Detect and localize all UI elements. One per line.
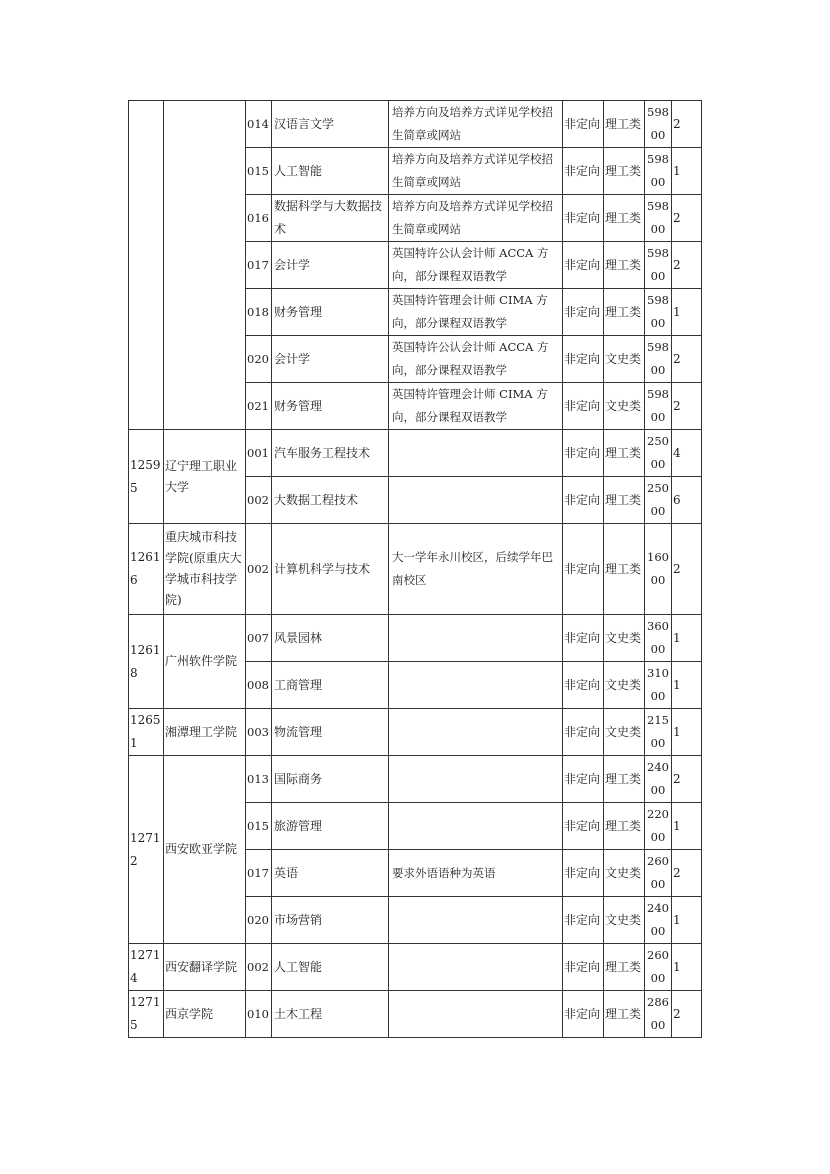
quota: 2 [672, 101, 702, 148]
major-note: 培养方向及培养方式详见学校招生简章或网站 [389, 195, 563, 242]
major-name: 财务管理 [272, 289, 389, 336]
major-code: 021 [246, 383, 272, 430]
major-note: 培养方向及培养方式详见学校招生简章或网站 [389, 148, 563, 195]
table-row [129, 709, 702, 756]
university-code: 12616 [129, 524, 164, 615]
subject-category: 文史类 [604, 336, 645, 383]
university-name: 西安欧亚学院 [164, 756, 246, 944]
quota: 2 [672, 242, 702, 289]
major-code: 002 [246, 477, 272, 524]
quota: 1 [672, 148, 702, 195]
enrollment-type: 非定向 [563, 242, 604, 289]
enrollment-type: 非定向 [563, 195, 604, 242]
major-note: 英国特许公认会计师 ACCA 方向，部分课程双语教学 [389, 242, 563, 289]
subject-category: 理工类 [604, 524, 645, 615]
major-note [389, 615, 563, 662]
major-name: 财务管理 [272, 383, 389, 430]
major-note: 培养方向及培养方式详见学校招生简章或网站 [389, 101, 563, 148]
quota: 1 [672, 944, 702, 991]
university-code: 12714 [129, 944, 164, 991]
tuition-fee: 59800 [645, 383, 672, 430]
major-code: 015 [246, 803, 272, 850]
major-name: 数据科学与大数据技术 [272, 195, 389, 242]
table-row [129, 524, 702, 615]
tuition-fee: 28600 [645, 991, 672, 1038]
enrollment-table [128, 100, 702, 1038]
subject-category: 理工类 [604, 289, 645, 336]
enrollment-type: 非定向 [563, 615, 604, 662]
enrollment-type: 非定向 [563, 524, 604, 615]
major-note [389, 709, 563, 756]
major-note [389, 803, 563, 850]
major-name: 国际商务 [272, 756, 389, 803]
major-name: 汉语言文学 [272, 101, 389, 148]
quota: 4 [672, 430, 702, 477]
university-code: 12595 [129, 430, 164, 524]
subject-category: 理工类 [604, 195, 645, 242]
major-code: 020 [246, 336, 272, 383]
university-code: 12651 [129, 709, 164, 756]
major-note [389, 430, 563, 477]
enrollment-type: 非定向 [563, 803, 604, 850]
table-row [129, 944, 702, 991]
subject-category: 文史类 [604, 615, 645, 662]
enrollment-type: 非定向 [563, 709, 604, 756]
quota: 2 [672, 383, 702, 430]
table-row [129, 991, 702, 1038]
quota: 1 [672, 289, 702, 336]
enrollment-type: 非定向 [563, 430, 604, 477]
table-row [129, 430, 702, 477]
major-code: 013 [246, 756, 272, 803]
subject-category: 理工类 [604, 756, 645, 803]
major-name: 汽车服务工程技术 [272, 430, 389, 477]
university-code: 12712 [129, 756, 164, 944]
tuition-fee: 25000 [645, 477, 672, 524]
subject-category: 文史类 [604, 850, 645, 897]
major-code: 018 [246, 289, 272, 336]
tuition-fee: 36000 [645, 615, 672, 662]
tuition-fee: 25000 [645, 430, 672, 477]
major-name: 会计学 [272, 336, 389, 383]
tuition-fee: 16000 [645, 524, 672, 615]
major-code: 010 [246, 991, 272, 1038]
quota: 1 [672, 709, 702, 756]
quota: 2 [672, 336, 702, 383]
subject-category: 文史类 [604, 897, 645, 944]
enrollment-type: 非定向 [563, 336, 604, 383]
enrollment-type: 非定向 [563, 850, 604, 897]
major-name: 风景园林 [272, 615, 389, 662]
major-name: 市场营销 [272, 897, 389, 944]
university-name: 西京学院 [164, 991, 246, 1038]
major-name: 物流管理 [272, 709, 389, 756]
major-name: 会计学 [272, 242, 389, 289]
tuition-fee: 59800 [645, 242, 672, 289]
quota: 1 [672, 615, 702, 662]
major-name: 大数据工程技术 [272, 477, 389, 524]
tuition-fee: 21500 [645, 709, 672, 756]
major-note: 要求外语语种为英语 [389, 850, 563, 897]
enrollment-type: 非定向 [563, 148, 604, 195]
major-code: 015 [246, 148, 272, 195]
subject-category: 理工类 [604, 991, 645, 1038]
major-note [389, 944, 563, 991]
subject-category: 文史类 [604, 662, 645, 709]
tuition-fee: 24000 [645, 897, 672, 944]
table-row [129, 756, 702, 803]
tuition-fee: 31000 [645, 662, 672, 709]
university-name: 湘潭理工学院 [164, 709, 246, 756]
quota: 1 [672, 897, 702, 944]
tuition-fee: 59800 [645, 336, 672, 383]
table-row [129, 101, 702, 148]
enrollment-type: 非定向 [563, 101, 604, 148]
quota: 2 [672, 195, 702, 242]
quota: 2 [672, 756, 702, 803]
tuition-fee: 59800 [645, 148, 672, 195]
enrollment-type: 非定向 [563, 897, 604, 944]
quota: 2 [672, 850, 702, 897]
tuition-fee: 24000 [645, 756, 672, 803]
tuition-fee: 26000 [645, 850, 672, 897]
major-note: 英国特许管理会计师 CIMA 方向，部分课程双语教学 [389, 383, 563, 430]
quota: 6 [672, 477, 702, 524]
subject-category: 理工类 [604, 101, 645, 148]
tuition-fee: 59800 [645, 195, 672, 242]
quota: 2 [672, 991, 702, 1038]
major-name: 人工智能 [272, 148, 389, 195]
major-note [389, 991, 563, 1038]
major-code: 014 [246, 101, 272, 148]
major-note [389, 477, 563, 524]
major-note: 英国特许公认会计师 ACCA 方向，部分课程双语教学 [389, 336, 563, 383]
major-code: 017 [246, 242, 272, 289]
subject-category: 文史类 [604, 709, 645, 756]
enrollment-type: 非定向 [563, 383, 604, 430]
subject-category: 理工类 [604, 477, 645, 524]
subject-category: 理工类 [604, 148, 645, 195]
major-code: 020 [246, 897, 272, 944]
university-name: 辽宁理工职业大学 [164, 430, 246, 524]
major-code: 001 [246, 430, 272, 477]
quota: 1 [672, 662, 702, 709]
major-name: 土木工程 [272, 991, 389, 1038]
major-name: 人工智能 [272, 944, 389, 991]
university-name: 重庆城市科技学院(原重庆大学城市科技学院) [164, 524, 246, 615]
major-name: 计算机科学与技术 [272, 524, 389, 615]
major-note [389, 756, 563, 803]
table-row [129, 615, 702, 662]
enrollment-type: 非定向 [563, 991, 604, 1038]
major-code: 016 [246, 195, 272, 242]
major-name: 旅游管理 [272, 803, 389, 850]
table-body [129, 101, 702, 1038]
university-name [164, 101, 246, 430]
quota: 2 [672, 524, 702, 615]
enrollment-type: 非定向 [563, 756, 604, 803]
enrollment-type: 非定向 [563, 289, 604, 336]
major-note: 英国特许管理会计师 CIMA 方向，部分课程双语教学 [389, 289, 563, 336]
tuition-fee: 26000 [645, 944, 672, 991]
major-code: 003 [246, 709, 272, 756]
major-note: 大一学年永川校区，后续学年巴南校区 [389, 524, 563, 615]
subject-category: 理工类 [604, 944, 645, 991]
major-code: 017 [246, 850, 272, 897]
major-code: 002 [246, 944, 272, 991]
subject-category: 文史类 [604, 383, 645, 430]
major-note [389, 897, 563, 944]
enrollment-type: 非定向 [563, 944, 604, 991]
subject-category: 理工类 [604, 803, 645, 850]
enrollment-type: 非定向 [563, 662, 604, 709]
university-name: 西安翻译学院 [164, 944, 246, 991]
university-code: 12715 [129, 991, 164, 1038]
major-code: 007 [246, 615, 272, 662]
university-code: 12618 [129, 615, 164, 709]
subject-category: 理工类 [604, 430, 645, 477]
university-name: 广州软件学院 [164, 615, 246, 709]
major-name: 工商管理 [272, 662, 389, 709]
major-note [389, 662, 563, 709]
subject-category: 理工类 [604, 242, 645, 289]
enrollment-type: 非定向 [563, 477, 604, 524]
major-code: 002 [246, 524, 272, 615]
tuition-fee: 22000 [645, 803, 672, 850]
major-name: 英语 [272, 850, 389, 897]
quota: 1 [672, 803, 702, 850]
major-code: 008 [246, 662, 272, 709]
university-code [129, 101, 164, 430]
tuition-fee: 59800 [645, 101, 672, 148]
tuition-fee: 59800 [645, 289, 672, 336]
